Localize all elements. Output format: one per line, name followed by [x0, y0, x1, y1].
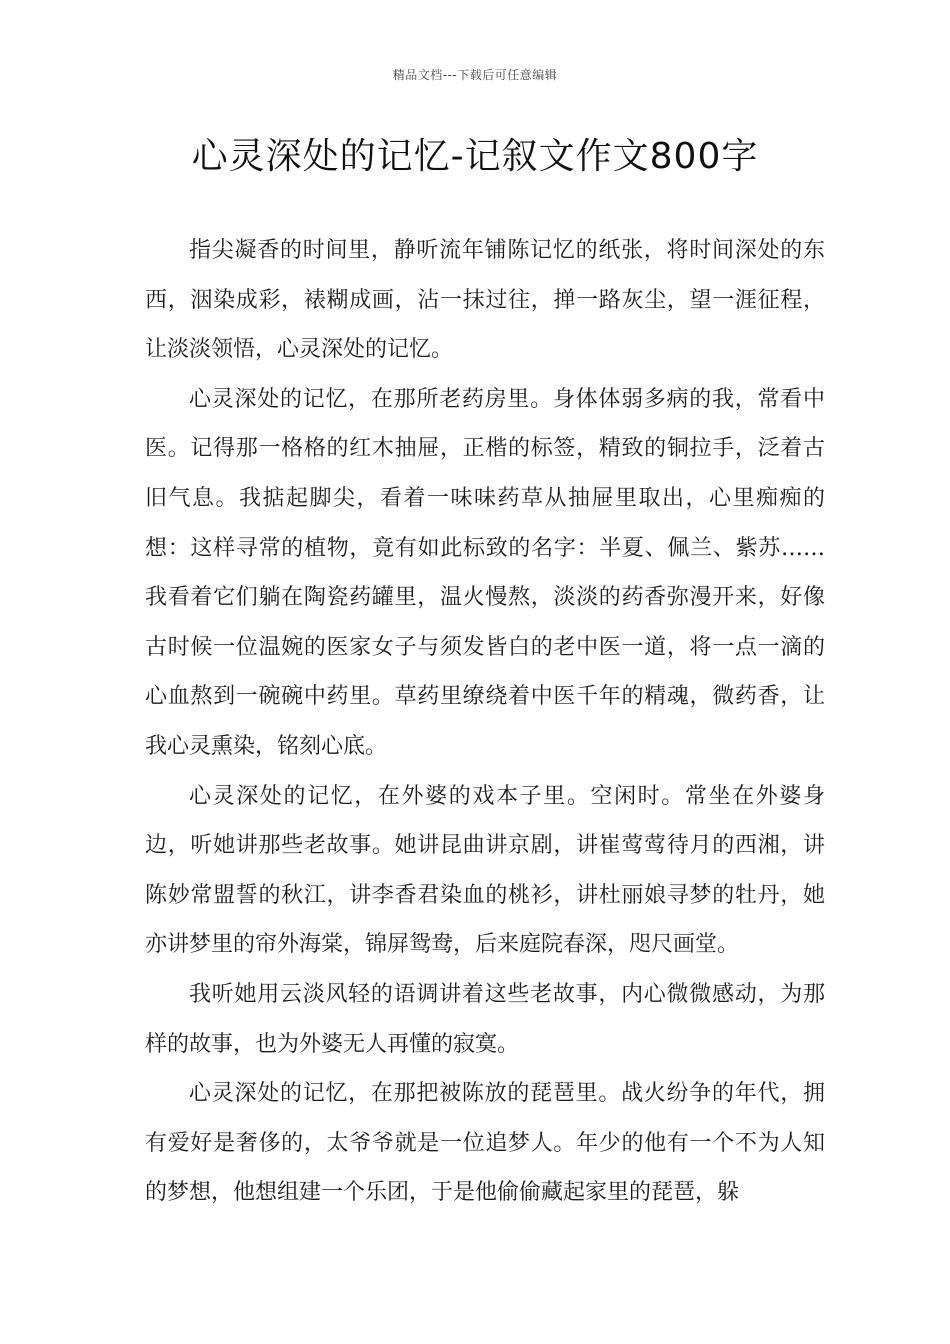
- paragraph-4: 我听她用云淡风轻的语调讲着这些老故事，内心微微感动，为那样的故事，也为外婆无人再懂的寂寞。: [145, 981, 825, 1057]
- document-title: 心灵深处的记忆-记叙文作文800字: [191, 136, 759, 177]
- document-body: [145, 226, 825, 1218]
- paragraph-2: 心灵深处的记忆，在那所老药房里。身体体弱多病的我，常看中医。记得那一格格的红木抽屉，正楷的标签，精致的铜拉手，泛着古旧气息。我掂起脚尖，看着一味味药草从抽屉里取出，心里痴痴的想：这样寻常的植物，竟有如此标致的名字：半夏、佩兰、紫苏……我看着它们躺在陶瓷药罐里，温火慢熬，淡淡的药香弥漫开来，好像古时候一位温婉的医家女子与须发皆白的老中医一道，将一点一滴的心血熬到一碗碗中药里。草药里缭绕着中医千年的精魂，微药香，让我心灵熏染，铭刻心底。: [145, 386, 825, 759]
- paragraph-1: 指尖凝香的时间里，静听流年铺陈记忆的纸张，将时间深处的东西，洇染成彩，裱糊成画，沾一抹过往，掸一路灰尘，望一涯征程，让淡淡领悟，心灵深处的记忆。: [145, 238, 825, 363]
- paragraph-5: 心灵深处的记忆，在那把被陈放的琵琶里。战火纷争的年代，拥有爱好是奢侈的，太爷爷就是一位追梦人。年少的他有一个不为人知的梦想，他想组建一个乐团，于是他偷偷藏起家里的琵琶，躲: [145, 1081, 825, 1206]
- paragraph-3: 心灵深处的记忆，在外婆的戏本子里。空闲时。常坐在外婆身边，听她讲那些老故事。她讲昆曲讲京剧，讲崔莺莺待月的西湘，讲陈妙常盟誓的秋江，讲李香君染血的桃衫，讲杜丽娘寻梦的牡丹，她亦讲梦里的帘外海棠，锦屏鸳鸯，后来庭院春深，咫尺画堂。: [145, 783, 825, 958]
- page-header: 精品文档---下载后可任意编辑: [392, 68, 558, 82]
